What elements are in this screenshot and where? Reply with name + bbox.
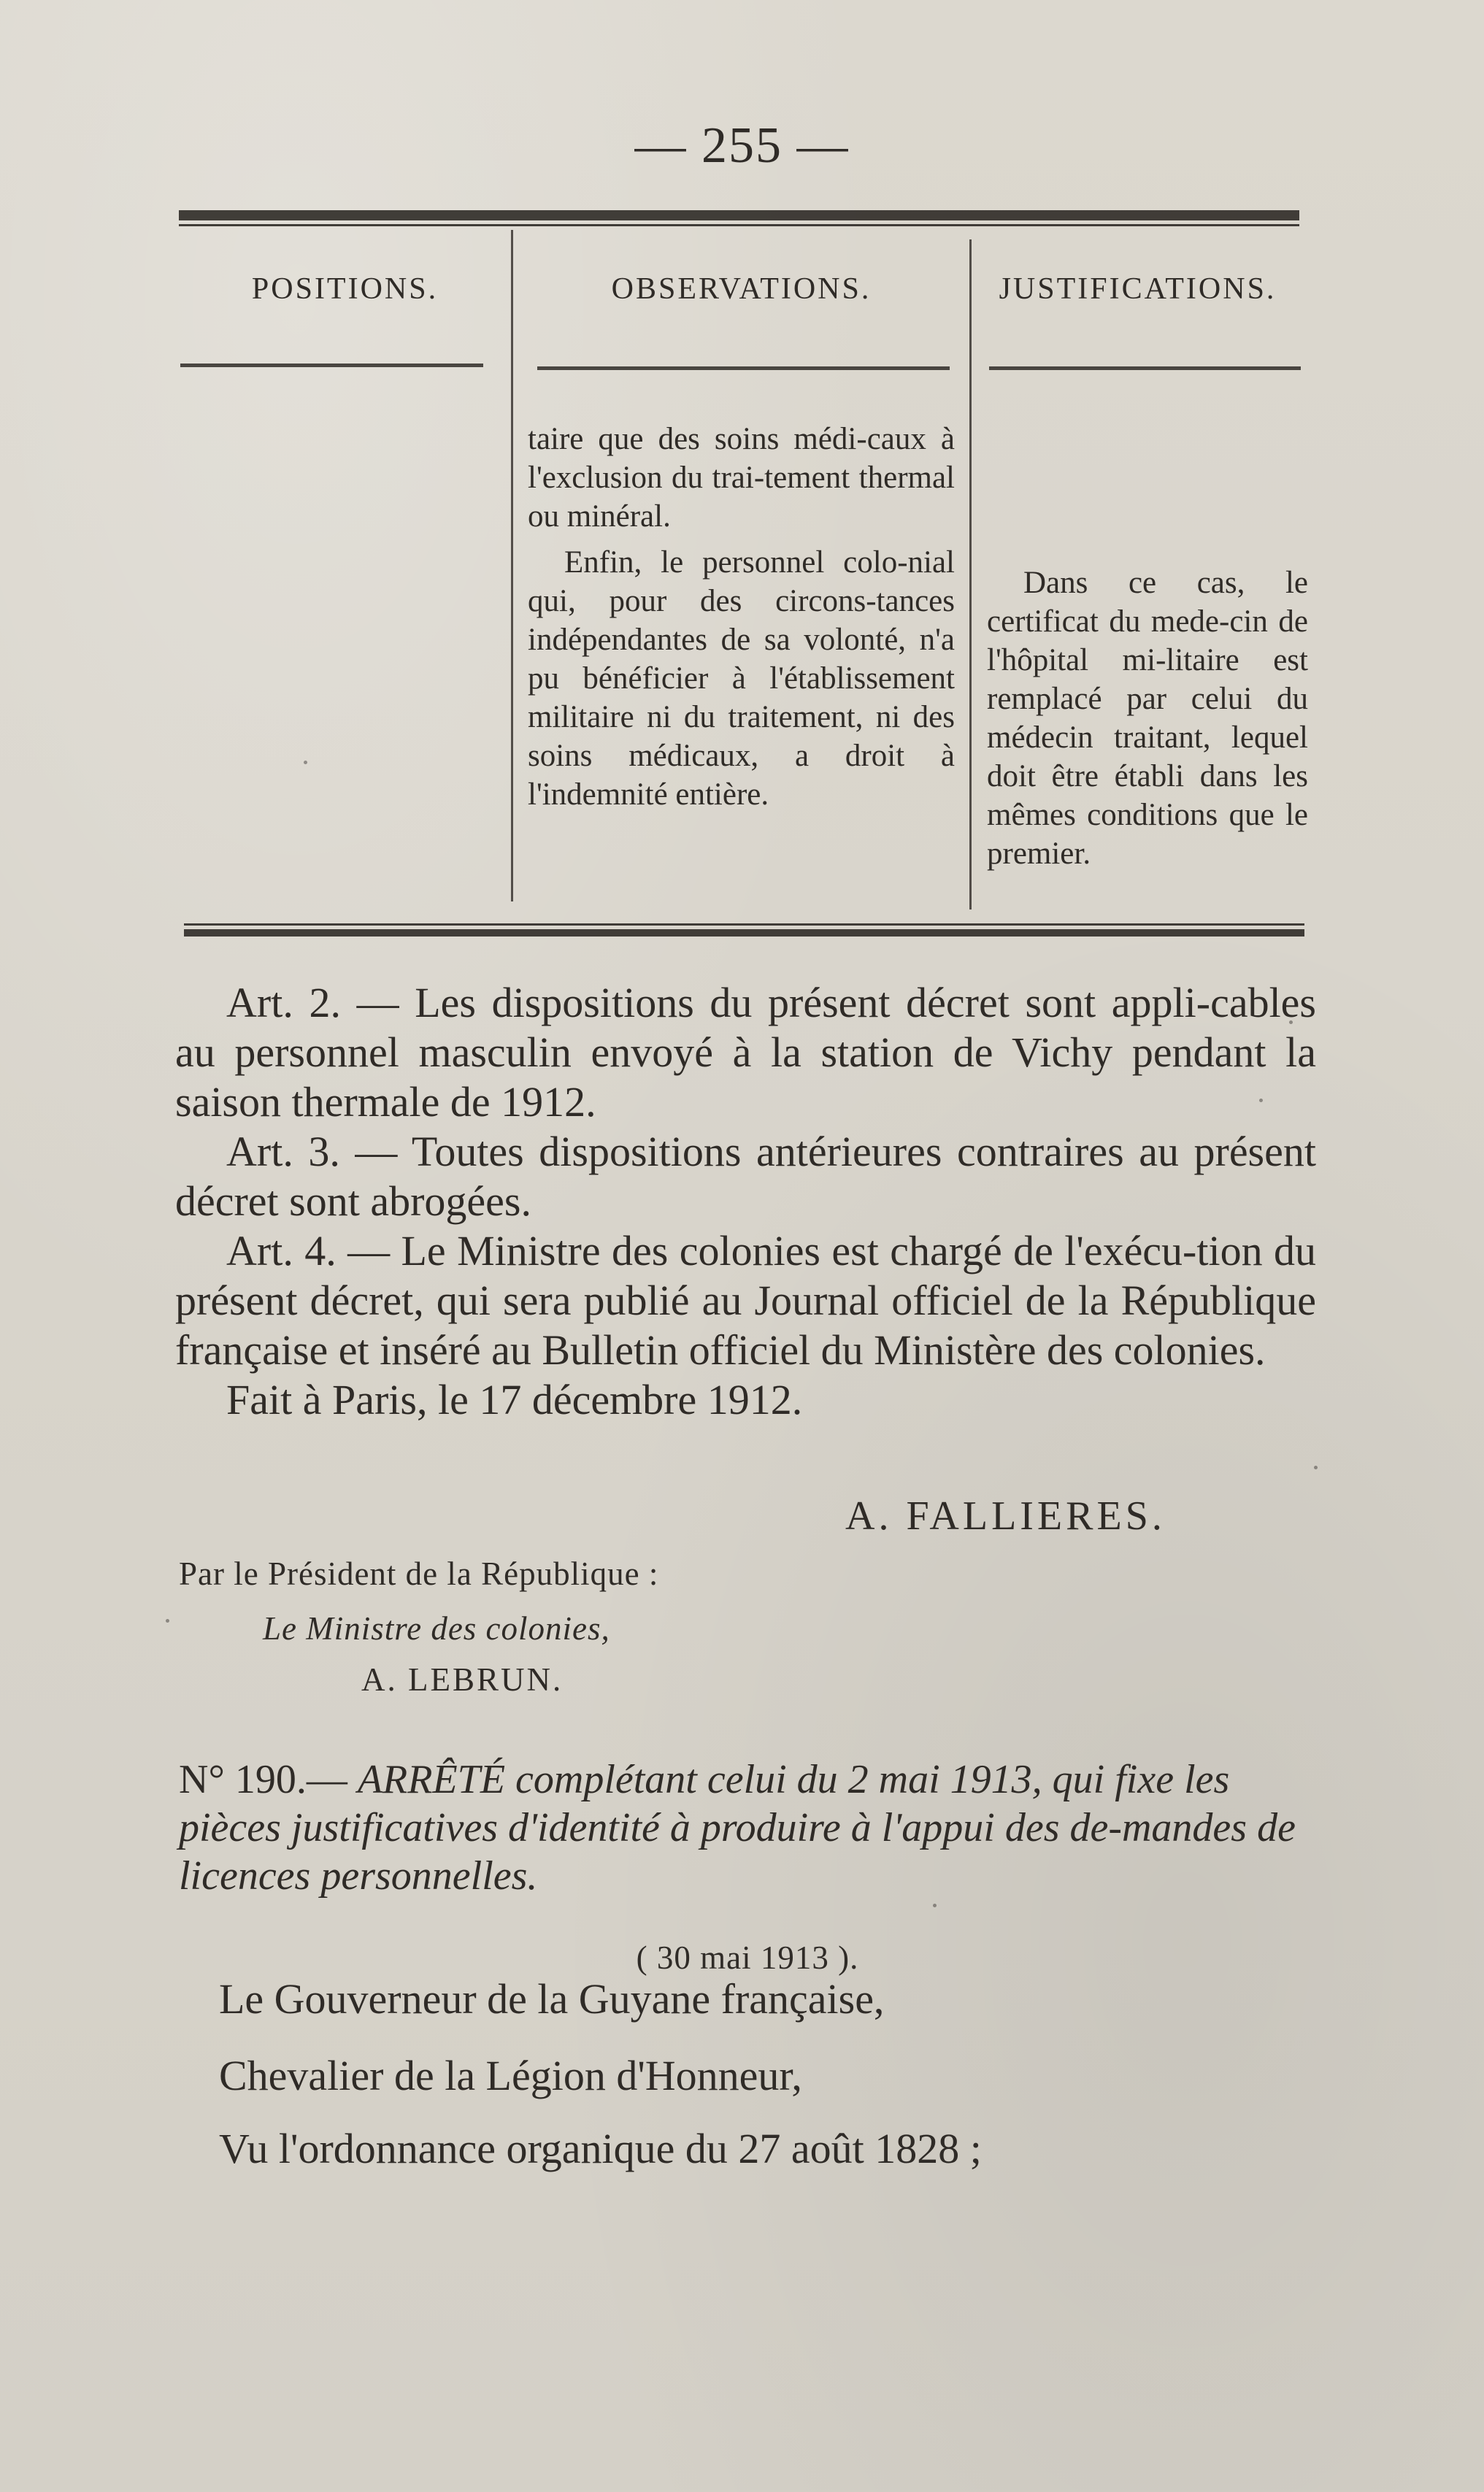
article-4: Art. 4. — Le Ministre des colonies est chargé de l'exécu-tion du présent décret, qui sera publié au Journal officiel de la République française et inséré au Bulletin officiel du Ministère des colonies. [175, 1227, 1316, 1374]
justifications-header-rule [989, 366, 1301, 370]
bottom-rule-thick [184, 929, 1304, 937]
arrete-title: ARRÊTÉ complétant celui du 2 mai 1913, qui fixe les pièces justificatives d'identité à produire à l'appui des de-mandes de licences personnelles. [179, 1757, 1296, 1899]
top-rule-thick [179, 210, 1299, 220]
article-3: Art. 3. — Toutes dispositions antérieures contraires au présent décret sont abrogées. [175, 1128, 1316, 1225]
bottom-rule-thin [184, 923, 1304, 926]
article-2: Art. 2. — Les dispositions du présent décret sont appli-cables au personnel masculin envoyé à la station de Vichy pendant la saison thermale de 1912. [175, 979, 1316, 1126]
gouverneur-line: Le Gouverneur de la Guyane française, [219, 1975, 885, 2023]
done-at-line: Fait à Paris, le 17 décembre 1912. [226, 1376, 803, 1423]
vu-line: Vu l'ordonnance organique du 27 août 1828 ; [219, 2125, 982, 2172]
top-rule-thin [179, 224, 1299, 226]
observations-paragraph-2: Enfin, le personnel colo-nial qui, pour des circons-tances indépendantes de sa volonté, n'a pu bénéficier à l'établissement militaire ni du traitement, ni des soins médicaux, a droit à l'indemnité entière. [528, 545, 955, 812]
justifications-column [987, 564, 1308, 880]
paper-speck [166, 1619, 169, 1623]
justifications-paragraph: Dans ce cas, le certificat du mede-cin de l'hôpital mi-litaire est remplacé par celui du médecin traitant, lequel doit être établi dans les mêmes conditions que le premier. [987, 566, 1308, 871]
president-line: Par le Président de la République : [179, 1555, 659, 1592]
column-divider-right [969, 239, 972, 909]
paper-speck [1259, 1099, 1263, 1102]
page-number: — 255 — [634, 118, 850, 174]
paper-speck [933, 1904, 937, 1907]
paper-speck [1314, 1466, 1318, 1469]
arrete-number: N° 190.— [179, 1757, 347, 1802]
observations-header-rule [537, 366, 950, 370]
signature-falliere: A. FALLIERES. [845, 1493, 1166, 1539]
arrete-date: ( 30 mai 1913 ). [636, 1939, 859, 1976]
observations-column [528, 420, 955, 821]
minister-title: Le Ministre des colonies, [263, 1610, 610, 1647]
paper-speck [304, 761, 307, 764]
observations-paragraph-1: taire que des soins médi-caux à l'exclusion du trai-tement thermal ou minéral. [528, 422, 955, 534]
minister-name: A. LEBRUN. [361, 1661, 564, 1698]
observations-header: OBSERVATIONS. [611, 272, 872, 306]
articles-section [175, 978, 1316, 1425]
column-divider-left [511, 230, 513, 901]
positions-header: POSITIONS. [251, 272, 439, 306]
arrete-section [179, 1755, 1316, 1982]
arrete-title-line [179, 1755, 1316, 1900]
chevalier-line: Chevalier de la Légion d'Honneur, [219, 2052, 802, 2099]
positions-header-rule [180, 364, 483, 367]
justifications-header: JUSTIFICATIONS. [999, 272, 1277, 306]
paper-speck [1289, 1020, 1293, 1024]
